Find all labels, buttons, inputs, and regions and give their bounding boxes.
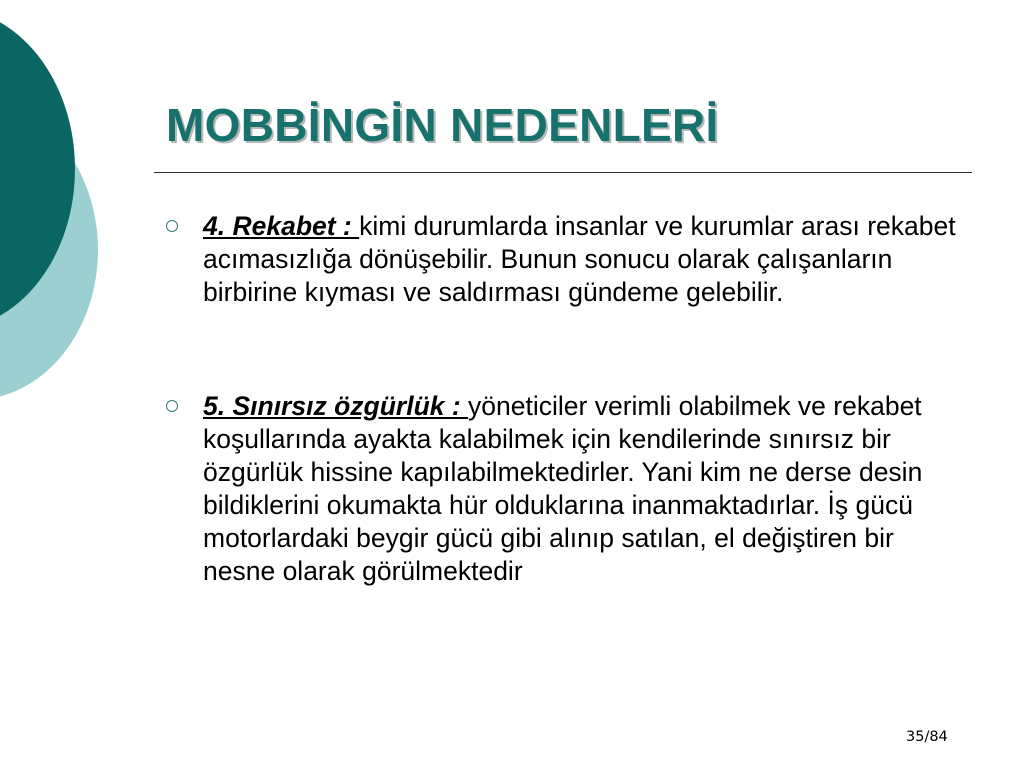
bullet-body: yöneticiler verimli olabilmek ve rekabet koşullarında ayakta kalabilmek için kendilerinde sınırsız bir özgürlük hissine kapılabilmektedirler. Yani kim ne derse desin bildiklerini okumakta hür olduklarına inanmaktadırlar. İş gücü motorlardaki beygir gücü gibi alınıp satılan, el değiştiren bir nesne olarak görülmektedir: [203, 391, 923, 586]
slide-title: MOBBİNGİN NEDENLERİ: [166, 99, 719, 151]
bullet-circle-icon: [166, 400, 178, 412]
page-number: 35/84: [906, 729, 948, 745]
bullet-body: kimi durumlarda insanlar ve kurumlar arası rekabet acımasızlığa dönüşebilir. Bunun sonucu olarak çalışanların birbirine kıyması ve saldırması gündeme gelebilir.: [203, 211, 956, 307]
bullet-item-rekabet: [166, 210, 966, 309]
bullet-term: 5. Sınırsız özgürlük :: [203, 391, 469, 421]
bullet-text: [203, 390, 963, 588]
bullet-circle-icon: [166, 220, 178, 232]
bullet-term: 4. Rekabet :: [203, 211, 360, 241]
bullet-text: [203, 210, 963, 309]
title-divider: [154, 172, 972, 173]
bullet-item-sinirsiz-ozgurluk: [166, 390, 966, 588]
